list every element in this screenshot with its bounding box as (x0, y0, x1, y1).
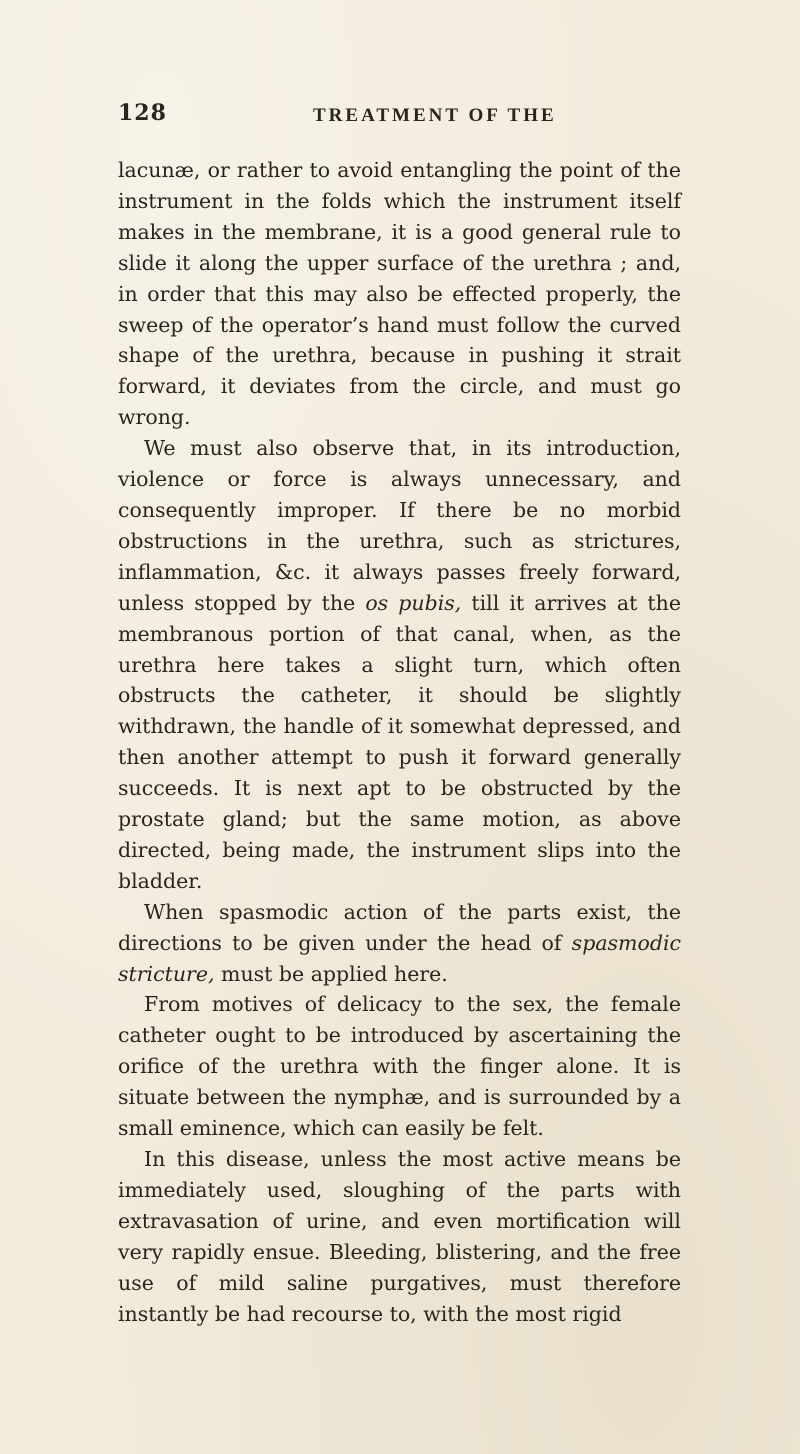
paragraph (118, 155, 681, 433)
page-number: 128 (118, 100, 167, 126)
text-segment: till it arrives at the membranous portion of that canal, when, as the urethra here takes a slight turn, which often obstructs the catheter, it should be slightly withdrawn, the handle of it somewhat depressed, and then another attempt to push it forward generally succeeds. It is next apt to be obstructed by the prostate gland; but the same motion, as above directed, being made, the instrument slips into the bladder. (118, 590, 682, 893)
cross-reference-term: spasmodic stricture, (118, 930, 681, 986)
text-segment: We must also observe that, in its introduction, violence or force is always unnecessary, and consequently improper. If there be no morbid obstructions in the urethra, such as strictures, inflammation, &c. it always passes freely forward, unless stopped by the (118, 436, 681, 615)
paragraph (118, 989, 681, 1144)
paragraph (118, 433, 681, 897)
text-segment: In this disease, unless the most active means be immediately used, sloughing of the parts with extravasation of urine, and even mortification will very rapidly ensue. Bleeding, blistering, and the free use of mild saline purgatives, must therefore instantly be had recourse to, with the most rigid (118, 1147, 681, 1326)
running-head: TREATMENT OF THE (313, 105, 557, 126)
body-text (118, 155, 681, 1329)
text-segment: lacunæ, or rather to avoid entangling the point of the instrument in the folds which the instrument itself makes in the membrane, it is a good general rule to slide it along the upper surface of the urethra ; and, in order that this may also be effected properly, the sweep of the operator’s hand must follow the curved shape of the urethra, because in pushing it strait forward, it deviates from the circle, and must go wrong. (118, 158, 681, 430)
latin-term: os pubis, (365, 590, 462, 615)
text-segment: When spasmodic action of the parts exist, the directions to be given under the head of (118, 899, 681, 955)
paragraph (118, 1144, 681, 1329)
text-segment: From motives of delicacy to the sex, the female catheter ought to be introduced by ascertaining the orifice of the urethra with the finger alone. It is situate between the nymphæ, and is surrounded by a small eminence, which can easily be felt. (118, 992, 681, 1141)
text-segment: must be applied here. (214, 961, 448, 986)
page-header (118, 100, 678, 130)
paragraph (118, 897, 681, 990)
